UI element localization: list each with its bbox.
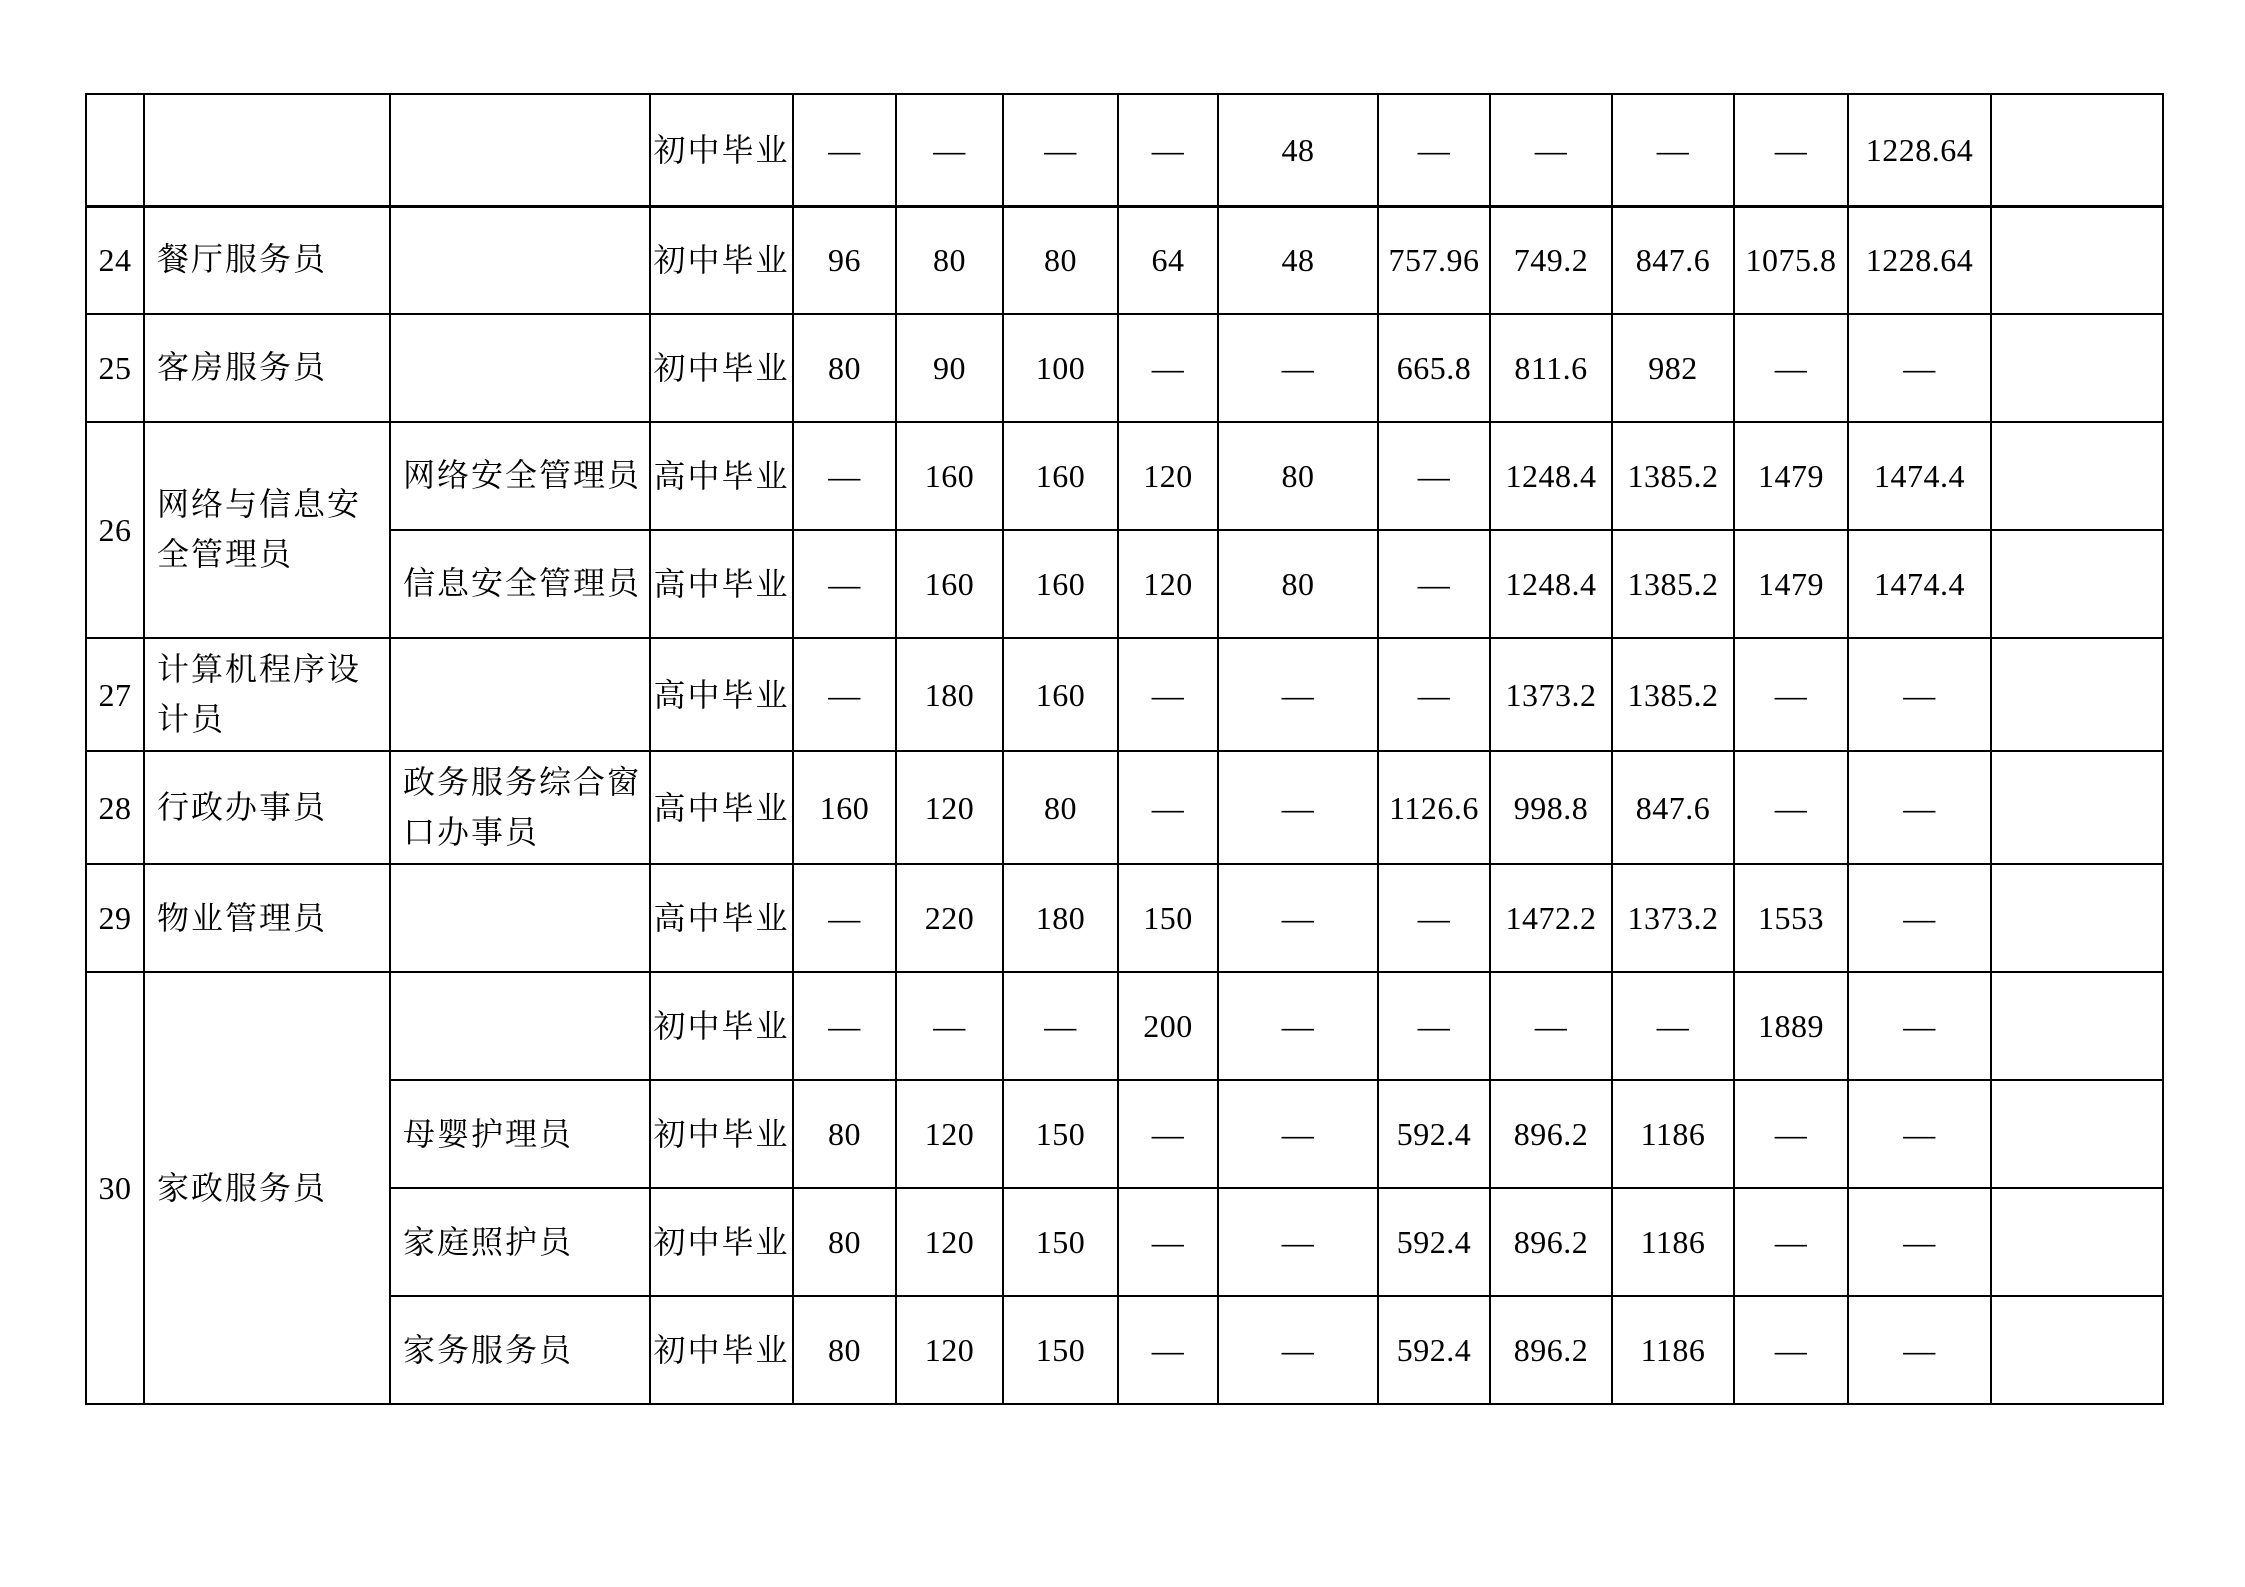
- remark-cell: [1991, 638, 2163, 751]
- remark-cell: [1991, 751, 2163, 864]
- value-cell: 80: [793, 1188, 896, 1296]
- sub-occupation-cell: 政务服务综合窗口办事员: [390, 751, 650, 864]
- sub-occupation-cell: 信息安全管理员: [390, 530, 650, 638]
- value-cell: —: [793, 638, 896, 751]
- sub-occupation-cell: [390, 314, 650, 422]
- row-number-cell: 26: [86, 422, 144, 638]
- value-cell: 749.2: [1490, 206, 1612, 314]
- education-cell: 高中毕业: [650, 530, 793, 638]
- value-cell: 1373.2: [1490, 638, 1612, 751]
- sub-occupation-cell: [390, 864, 650, 972]
- value-cell: 120: [896, 1080, 1003, 1188]
- value-cell: 1553: [1734, 864, 1848, 972]
- value-cell: 160: [1003, 422, 1118, 530]
- value-cell: 1186: [1612, 1188, 1734, 1296]
- value-cell: 100: [1003, 314, 1118, 422]
- value-cell: 1385.2: [1612, 422, 1734, 530]
- sub-occupation-cell: [390, 972, 650, 1080]
- value-cell: —: [793, 422, 896, 530]
- row-number-cell: 24: [86, 206, 144, 314]
- value-cell: 757.96: [1378, 206, 1490, 314]
- education-cell: 初中毕业: [650, 1080, 793, 1188]
- value-cell: —: [896, 94, 1003, 206]
- remark-cell: [1991, 530, 2163, 638]
- table-row: [86, 314, 2163, 422]
- value-cell: —: [1848, 1296, 1991, 1404]
- table-row: [86, 1188, 2163, 1296]
- occupation-cell: 网络与信息安全管理员: [144, 422, 390, 638]
- value-cell: 220: [896, 864, 1003, 972]
- value-cell: 1474.4: [1848, 530, 1991, 638]
- sub-occupation-cell: [390, 638, 650, 751]
- value-cell: —: [1218, 1080, 1378, 1188]
- value-cell: 160: [896, 422, 1003, 530]
- occupation-cell: 家政服务员: [144, 972, 390, 1404]
- value-cell: —: [793, 864, 896, 972]
- value-cell: —: [1848, 751, 1991, 864]
- remark-cell: [1991, 1188, 2163, 1296]
- value-cell: —: [1218, 864, 1378, 972]
- value-cell: 96: [793, 206, 896, 314]
- value-cell: —: [1218, 1188, 1378, 1296]
- value-cell: 180: [896, 638, 1003, 751]
- value-cell: 150: [1003, 1296, 1118, 1404]
- value-cell: 160: [896, 530, 1003, 638]
- value-cell: 592.4: [1378, 1296, 1490, 1404]
- occupation-cell: 餐厅服务员: [144, 206, 390, 314]
- education-cell: 初中毕业: [650, 314, 793, 422]
- occupation-cell: 计算机程序设计员: [144, 638, 390, 751]
- value-cell: 120: [896, 1188, 1003, 1296]
- remark-cell: [1991, 1296, 2163, 1404]
- sub-occupation-cell: [390, 94, 650, 206]
- value-cell: —: [1848, 314, 1991, 422]
- value-cell: —: [1490, 94, 1612, 206]
- value-cell: 80: [793, 1296, 896, 1404]
- value-cell: —: [1118, 638, 1218, 751]
- value-cell: —: [1848, 972, 1991, 1080]
- value-cell: 80: [1218, 422, 1378, 530]
- remark-cell: [1991, 972, 2163, 1080]
- value-cell: 150: [1003, 1080, 1118, 1188]
- value-cell: —: [1003, 94, 1118, 206]
- table-row: [86, 638, 2163, 751]
- value-cell: —: [1734, 1188, 1848, 1296]
- value-cell: —: [1118, 1296, 1218, 1404]
- remark-cell: [1991, 1080, 2163, 1188]
- sub-occupation-cell: 家务服务员: [390, 1296, 650, 1404]
- value-cell: —: [1734, 751, 1848, 864]
- value-cell: 1186: [1612, 1080, 1734, 1188]
- value-cell: 120: [1118, 422, 1218, 530]
- value-cell: —: [1378, 864, 1490, 972]
- value-cell: 200: [1118, 972, 1218, 1080]
- value-cell: —: [1378, 972, 1490, 1080]
- remark-cell: [1991, 422, 2163, 530]
- occupation-table: [85, 93, 2164, 1405]
- value-cell: —: [1612, 94, 1734, 206]
- table-row: [86, 94, 2163, 206]
- value-cell: —: [1218, 972, 1378, 1080]
- remark-cell: [1991, 206, 2163, 314]
- value-cell: —: [1218, 314, 1378, 422]
- sub-occupation-cell: 家庭照护员: [390, 1188, 650, 1296]
- value-cell: 160: [1003, 530, 1118, 638]
- value-cell: —: [793, 530, 896, 638]
- value-cell: —: [1848, 864, 1991, 972]
- value-cell: —: [1118, 94, 1218, 206]
- value-cell: —: [1218, 751, 1378, 864]
- value-cell: —: [1378, 94, 1490, 206]
- education-cell: 初中毕业: [650, 206, 793, 314]
- value-cell: 120: [1118, 530, 1218, 638]
- occupation-cell: 客房服务员: [144, 314, 390, 422]
- value-cell: 592.4: [1378, 1188, 1490, 1296]
- education-cell: 初中毕业: [650, 1188, 793, 1296]
- occupation-cell: 物业管理员: [144, 864, 390, 972]
- value-cell: —: [1848, 1188, 1991, 1296]
- value-cell: 1385.2: [1612, 638, 1734, 751]
- remark-cell: [1991, 864, 2163, 972]
- value-cell: 1479: [1734, 422, 1848, 530]
- value-cell: 1248.4: [1490, 530, 1612, 638]
- sub-occupation-cell: 母婴护理员: [390, 1080, 650, 1188]
- value-cell: —: [1378, 530, 1490, 638]
- value-cell: 80: [793, 1080, 896, 1188]
- value-cell: 1228.64: [1848, 94, 1991, 206]
- education-cell: 高中毕业: [650, 638, 793, 751]
- sub-occupation-cell: [390, 206, 650, 314]
- occupation-cell: 行政办事员: [144, 751, 390, 864]
- table-row: [86, 422, 2163, 530]
- value-cell: 1479: [1734, 530, 1848, 638]
- value-cell: —: [1378, 422, 1490, 530]
- value-cell: —: [1118, 314, 1218, 422]
- value-cell: 847.6: [1612, 206, 1734, 314]
- value-cell: —: [896, 972, 1003, 1080]
- value-cell: 120: [896, 751, 1003, 864]
- value-cell: 982: [1612, 314, 1734, 422]
- value-cell: 1472.2: [1490, 864, 1612, 972]
- table-row: [86, 972, 2163, 1080]
- remark-cell: [1991, 314, 2163, 422]
- value-cell: —: [1734, 94, 1848, 206]
- value-cell: —: [1218, 1296, 1378, 1404]
- education-cell: 初中毕业: [650, 972, 793, 1080]
- value-cell: 80: [1003, 751, 1118, 864]
- table-row: [86, 1080, 2163, 1188]
- value-cell: —: [1378, 638, 1490, 751]
- value-cell: —: [1118, 1188, 1218, 1296]
- value-cell: 665.8: [1378, 314, 1490, 422]
- value-cell: —: [1848, 638, 1991, 751]
- sub-occupation-cell: 网络安全管理员: [390, 422, 650, 530]
- education-cell: 高中毕业: [650, 864, 793, 972]
- value-cell: 120: [896, 1296, 1003, 1404]
- value-cell: 150: [1118, 864, 1218, 972]
- value-cell: —: [1734, 1296, 1848, 1404]
- value-cell: 1373.2: [1612, 864, 1734, 972]
- table-body: [86, 94, 2163, 1404]
- value-cell: 1889: [1734, 972, 1848, 1080]
- value-cell: 998.8: [1490, 751, 1612, 864]
- value-cell: —: [1848, 1080, 1991, 1188]
- value-cell: 896.2: [1490, 1188, 1612, 1296]
- value-cell: 80: [1218, 530, 1378, 638]
- value-cell: 1228.64: [1848, 206, 1991, 314]
- education-cell: 初中毕业: [650, 1296, 793, 1404]
- value-cell: 1126.6: [1378, 751, 1490, 864]
- education-cell: 初中毕业: [650, 94, 793, 206]
- occupation-cell: [144, 94, 390, 206]
- value-cell: —: [1734, 638, 1848, 751]
- value-cell: 64: [1118, 206, 1218, 314]
- value-cell: 847.6: [1612, 751, 1734, 864]
- table-row: [86, 530, 2163, 638]
- remark-cell: [1991, 94, 2163, 206]
- value-cell: —: [1734, 314, 1848, 422]
- value-cell: 48: [1218, 94, 1378, 206]
- value-cell: 80: [1003, 206, 1118, 314]
- row-number-cell: 30: [86, 972, 144, 1404]
- value-cell: 80: [793, 314, 896, 422]
- value-cell: —: [793, 972, 896, 1080]
- value-cell: —: [1118, 751, 1218, 864]
- value-cell: 90: [896, 314, 1003, 422]
- value-cell: 150: [1003, 1188, 1118, 1296]
- education-cell: 高中毕业: [650, 751, 793, 864]
- value-cell: —: [1003, 972, 1118, 1080]
- value-cell: —: [1218, 638, 1378, 751]
- education-cell: 高中毕业: [650, 422, 793, 530]
- row-number-cell: 29: [86, 864, 144, 972]
- row-number-cell: 27: [86, 638, 144, 751]
- value-cell: 1186: [1612, 1296, 1734, 1404]
- table-row: [86, 864, 2163, 972]
- value-cell: 48: [1218, 206, 1378, 314]
- value-cell: —: [1612, 972, 1734, 1080]
- value-cell: 160: [793, 751, 896, 864]
- value-cell: 180: [1003, 864, 1118, 972]
- value-cell: —: [1118, 1080, 1218, 1188]
- value-cell: —: [1490, 972, 1612, 1080]
- value-cell: —: [793, 94, 896, 206]
- value-cell: 896.2: [1490, 1080, 1612, 1188]
- value-cell: 160: [1003, 638, 1118, 751]
- table-row: [86, 206, 2163, 314]
- value-cell: —: [1734, 1080, 1848, 1188]
- value-cell: 896.2: [1490, 1296, 1612, 1404]
- value-cell: 1474.4: [1848, 422, 1991, 530]
- value-cell: 1248.4: [1490, 422, 1612, 530]
- value-cell: 811.6: [1490, 314, 1612, 422]
- row-number-cell: 25: [86, 314, 144, 422]
- value-cell: 592.4: [1378, 1080, 1490, 1188]
- row-number-cell: [86, 94, 144, 206]
- value-cell: 1385.2: [1612, 530, 1734, 638]
- row-number-cell: 28: [86, 751, 144, 864]
- table-row: [86, 751, 2163, 864]
- table-row: [86, 1296, 2163, 1404]
- value-cell: 80: [896, 206, 1003, 314]
- value-cell: 1075.8: [1734, 206, 1848, 314]
